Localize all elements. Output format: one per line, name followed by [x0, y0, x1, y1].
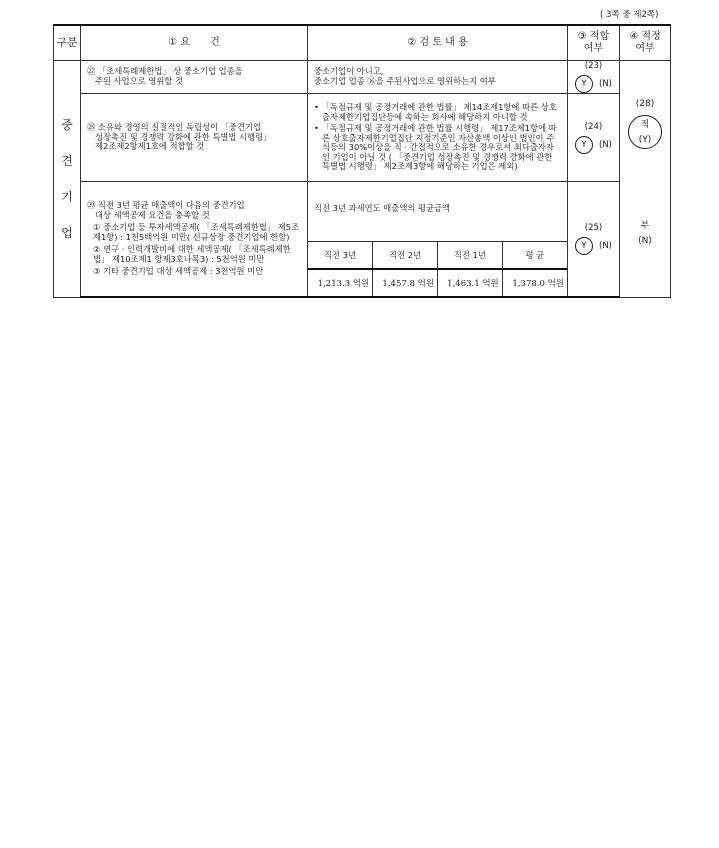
review-bullet: • 「독점규제 및 공정거래에 관한 법률」 제14조제1항에 따른 상호출자제한기업집단등에 속하는 회사에 해당하지 아니할 것: [314, 102, 557, 122]
sales-header: 직전 1년: [438, 242, 503, 270]
fit-number: (25): [584, 223, 603, 233]
final-yes-circled: [628, 115, 662, 149]
fit-number: (24): [584, 121, 603, 132]
sales-header: 평 균: [502, 242, 567, 270]
fit-yes-circled: Y: [575, 237, 593, 255]
category-cell: [54, 61, 81, 298]
table-header-row: [54, 25, 671, 61]
final-cell: [620, 61, 671, 298]
requirement-text: 제2조제2항제1호에 적합할 것: [95, 141, 205, 152]
header-fit-line2: 여부: [583, 43, 604, 54]
sales-title: 직전 3년 과세연도 매출액의 평균금액: [314, 203, 451, 213]
requirement-subitem: ③ 기타 중견기업 대상 세액공제 : 3천억원 미만: [93, 266, 264, 277]
requirement-text: ㉗ 「조세특례제한법」 상 중소기업 업종을: [87, 66, 243, 77]
fit-no: (N): [599, 79, 612, 89]
fit-yes-circled: Y: [575, 136, 593, 154]
requirement-cell: [81, 94, 308, 182]
requirement-subitem: ① 중소기업 등 투자세액공제( 「조세특례제한법」 제5조제1항) : 1천5백억원 미만( 신규상장 중견기업에 한함): [93, 222, 300, 242]
sales-header-row: [308, 242, 567, 270]
requirement-text: 주된 사업으로 영위할 것: [95, 76, 184, 86]
header-review: ② 검 토 내 용: [308, 25, 568, 61]
final-yes-code: (Y): [638, 135, 652, 145]
review-cell: [308, 182, 568, 298]
review-text: 중소기업 업종 ⑯을 주된사업으로 영위하는지 여부: [314, 76, 496, 86]
header-final: [620, 25, 671, 61]
sales-value: 1,378.0 억원: [502, 269, 567, 296]
fit-cell: [568, 61, 620, 94]
requirement-text: ㉘ 소유와 경영의 실질적인 독립성이 「중견기업: [87, 122, 262, 133]
sales-value: 1,213.3 억원: [308, 269, 373, 296]
final-no: [620, 219, 670, 249]
final-number: (28): [635, 99, 655, 109]
sales-value: 1,463.1 억원: [438, 269, 503, 296]
table-row: [54, 94, 671, 182]
requirement-cell: [81, 61, 308, 94]
fit-no: (N): [599, 241, 612, 251]
category-char: 업: [61, 225, 73, 240]
page-number-note: ( 3쪽 중 제2쪽): [600, 10, 659, 20]
requirement-text: ㉙ 직전 3년 평균 매출액이 다음의 중견기업: [87, 200, 245, 211]
fit-no: (N): [599, 139, 612, 150]
fit-cell: [568, 94, 620, 182]
sales-header: 직전 2년: [373, 242, 438, 270]
category-char: 기: [61, 189, 73, 204]
header-fit-line1: ③ 적합: [577, 30, 610, 42]
requirement-cell: [81, 182, 308, 298]
review-cell: [308, 61, 568, 94]
requirement-text: 대상 세액공제 요건을 충족할 것: [95, 209, 210, 220]
category-char: 중: [61, 117, 73, 132]
sales-table: [308, 241, 567, 296]
table-row: [54, 61, 671, 94]
final-no-char: 부: [640, 221, 650, 231]
fit-number: (23): [584, 61, 603, 71]
review-cell: [308, 94, 568, 182]
header-fit: [568, 25, 620, 61]
sales-header: 직전 3년: [308, 242, 373, 270]
fit-yes-circled: Y: [575, 75, 593, 93]
header-final-line1: ④ 적정: [629, 30, 661, 42]
fit-cell: [568, 182, 620, 298]
table-row: [54, 182, 671, 298]
category-char: 견: [61, 153, 73, 168]
review-table: [53, 24, 671, 298]
requirement-text: 성장촉진 및 경쟁력 강화에 관한 특별법 시행령」: [95, 131, 272, 142]
review-text: 중소기업이 아니고,: [314, 66, 384, 77]
header-category: 구분: [54, 25, 81, 61]
final-no-code: (N): [638, 236, 652, 246]
header-requirement: ① 요 건: [81, 25, 308, 61]
requirement-subitem: ② 연구 · 인력개발비에 대한 세액공제( 「조세특례제한법」 제10조제1 항제3호나목3) : 5천억원 미만: [93, 244, 291, 264]
final-yes-char: 적: [640, 120, 650, 130]
sales-value-row: [308, 269, 567, 296]
header-final-line2: 여부: [635, 43, 655, 54]
sales-value: 1,457.8 억원: [373, 269, 438, 296]
review-bullet: • 「독점규제 및 공정거래에 관한 법률 시행령」 제17조제1항에 따른 상호출자제한기업집단 지정기준인 자산총액 이상인 법인이 주식등의 30%이상을 직 · 간접적으로 소유한 경우로서 최다출자자인 기업이 아닐 것 ( 「중견기업 성장촉진 및 경쟁력 강화에 관한 특별법 시행령」 제2조제3항에 해당하는 기업은 제외): [314, 123, 557, 172]
